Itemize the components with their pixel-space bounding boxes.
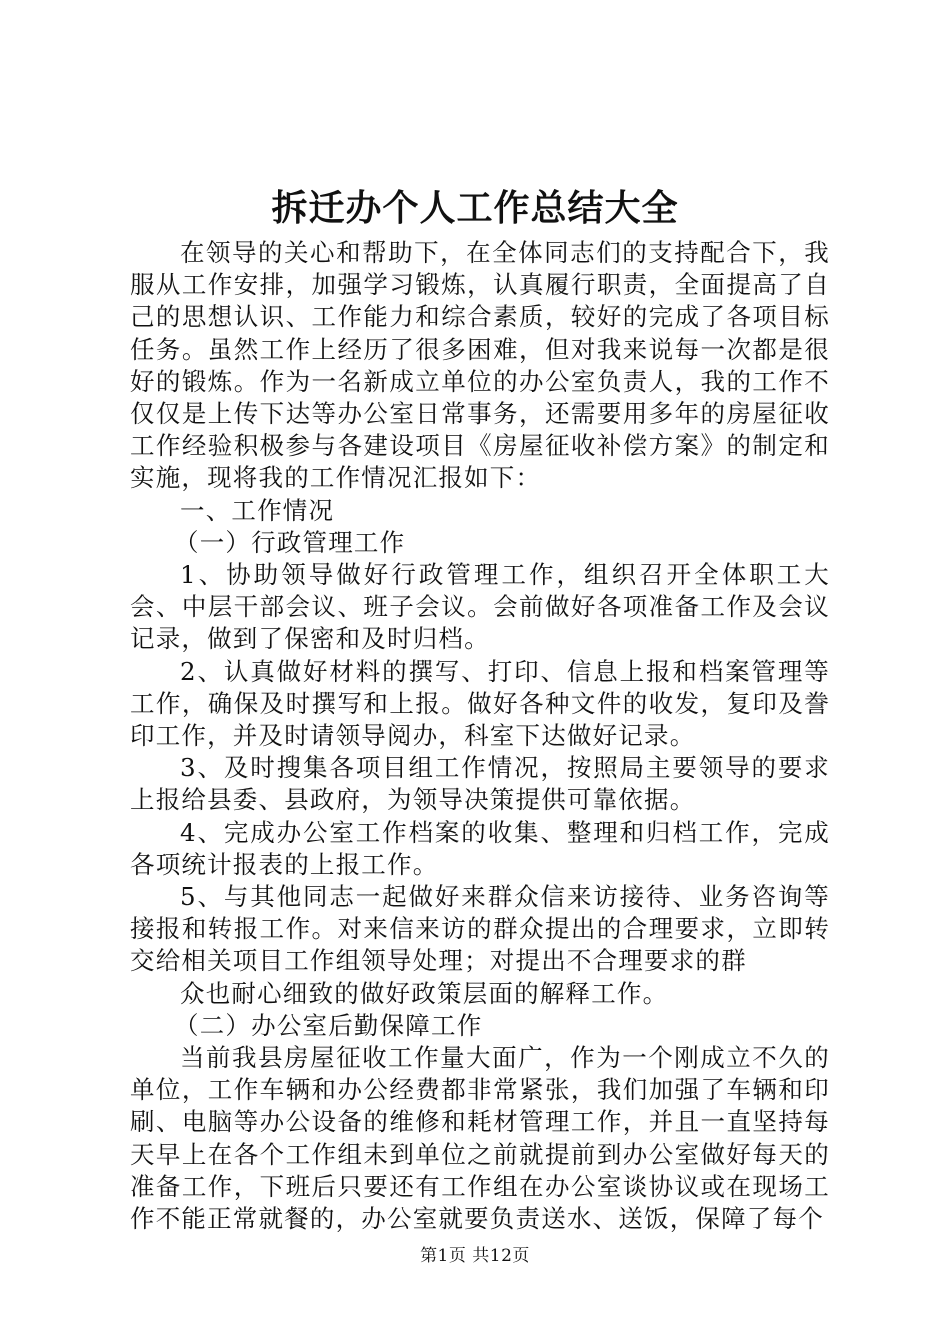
list-item-5-continuation: 众也耐心细致的做好政策层面的解释工作。	[180, 978, 669, 1008]
section-heading-work-status: 一、工作情况	[180, 495, 335, 525]
document-title: 拆迁办个人工作总结大全	[271, 187, 679, 229]
logistics-paragraph: 当前我县房屋征收工作量大面广，作为一个刚成立不久的单位，工作车辆和办公经费都非常紧张，我们加强了车辆和印刷、电脑等办公设备的维修和耗材管理工作，并且一直坚持每天早上在各个工作组未到单位之前就提前到办公室做好每天的准备工作，下班后只要还有工作组在办公室谈协议或在现场工作不能正常就餐的，办公室就要负责送水、送饭，保障了每个	[130, 1043, 830, 1234]
page-number-footer: 第1页 共12页	[420, 1246, 530, 1266]
intro-paragraph: 在领导的关心和帮助下，在全体同志们的支持配合下，我服从工作安排，加强学习锻炼，认真履行职责，全面提高了自己的思想认识、工作能力和综合素质，较好的完成了各项目标任务。虽然工作上经历了很多困难，但对我来说每一次都是很好的锻炼。作为一名新成立单位的办公室负责人，我的工作不仅仅是上传下达等办公室日常事务，还需要用多年的房屋征收工作经验积极参与各建设项目《房屋征收补偿方案》的制定和实施，现将我的工作情况汇报如下：	[130, 238, 830, 493]
list-item-5: 5、与其他同志一起做好来群众信来访接待、业务咨询等接报和转报工作。对来信来访的群众提出的合理要求，立即转交给相关项目工作组领导处理；对提出不合理要求的群	[130, 882, 830, 976]
document-body	[130, 237, 830, 1235]
list-item-1: 1、协助领导做好行政管理工作，组织召开全体职工大会、中层干部会议、班子会议。会前做好各项准备工作及会议记录，做到了保密和及时归档。	[130, 560, 830, 654]
list-item-4: 4、完成办公室工作档案的收集、整理和归档工作，完成各项统计报表的上报工作。	[130, 817, 830, 879]
subsection-heading-logistics: （二）办公室后勤保障工作	[174, 1010, 483, 1040]
list-item-2: 2、认真做好材料的撰写、打印、信息上报和档案管理等工作，确保及时撰写和上报。做好各种文件的收发，复印及誊印工作，并及时请领导阅办，科室下达做好记录。	[130, 656, 830, 751]
list-item-3: 3、及时搜集各项目组工作情况，按照局主要领导的要求上报给县委、县政府，为领导决策提供可靠依据。	[130, 753, 830, 815]
subsection-heading-admin: （一）行政管理工作	[174, 527, 406, 557]
